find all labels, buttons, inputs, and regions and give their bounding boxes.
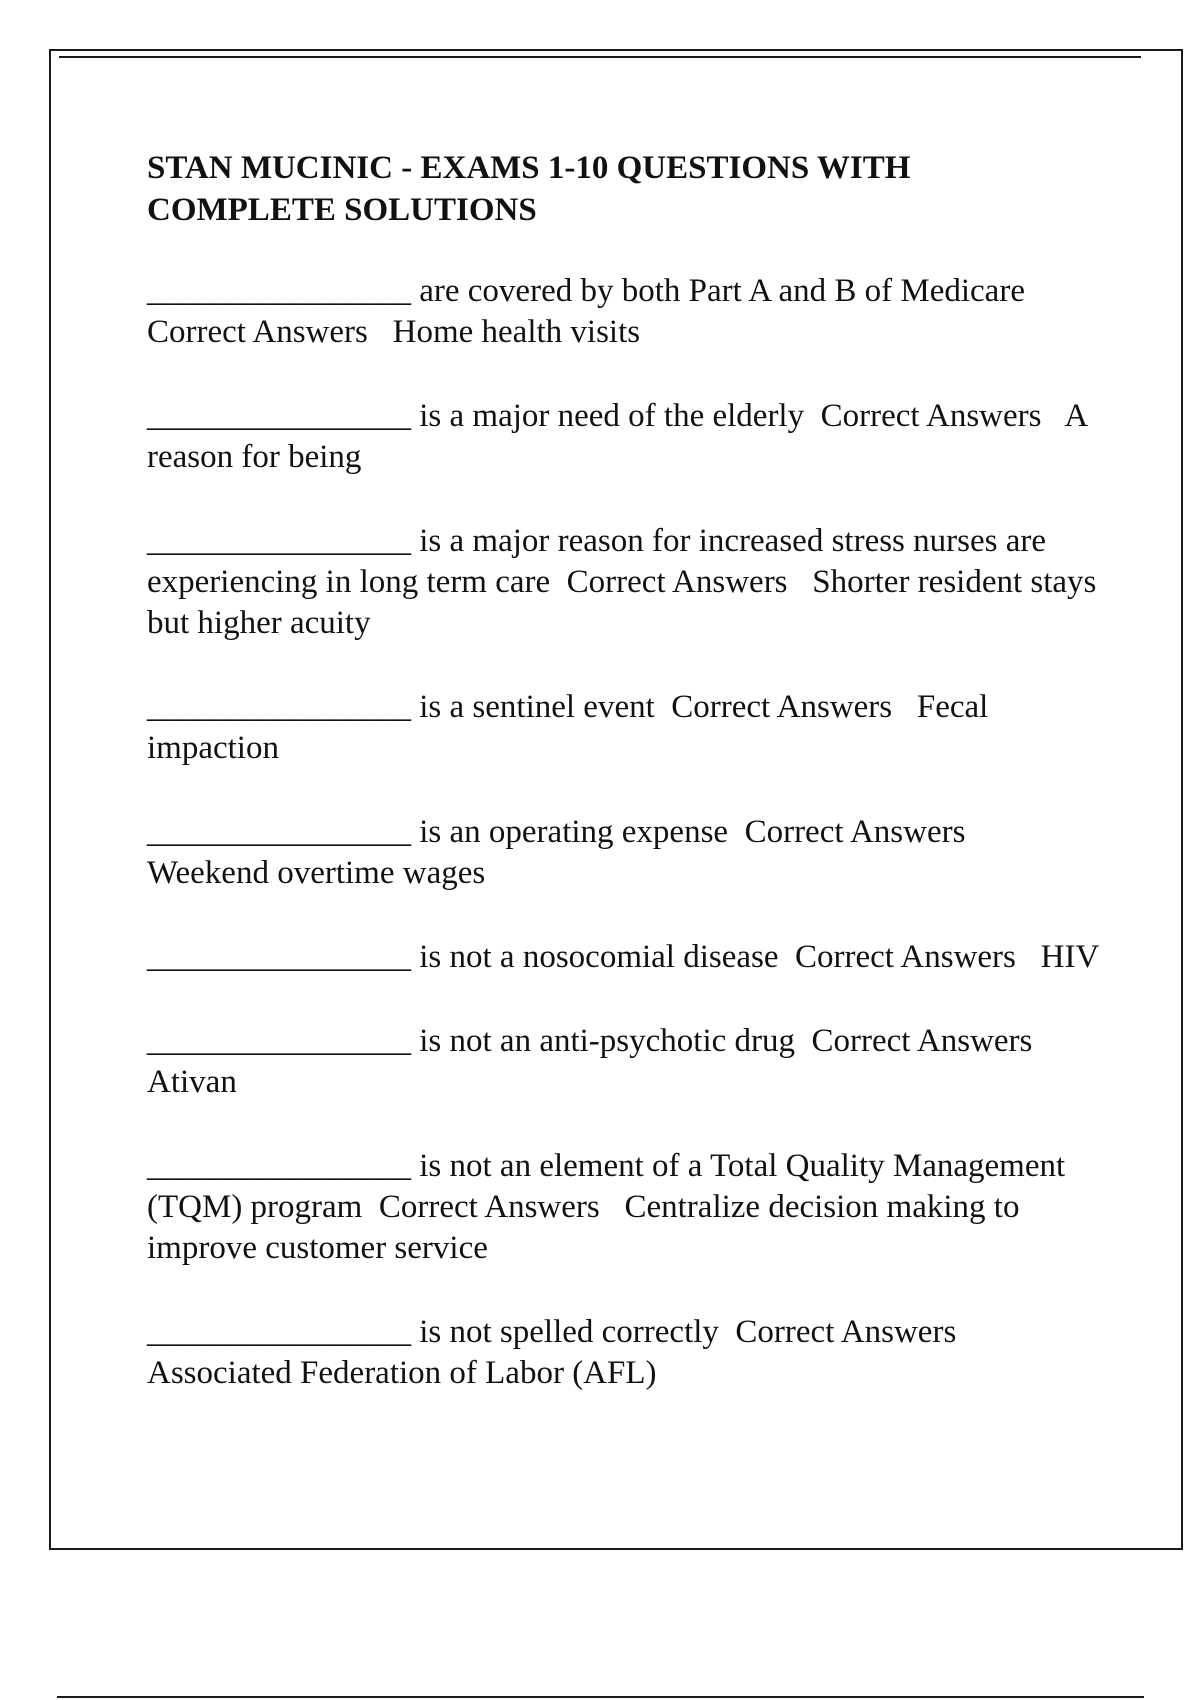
answer-blank: ________________ — [147, 1023, 411, 1059]
question-item — [147, 1021, 1107, 1103]
answer-text: Home health visits — [392, 314, 641, 350]
correct-answers-label: Correct Answers — [795, 939, 1016, 975]
question-item — [147, 1312, 1107, 1394]
correct-answers-label: Correct Answers — [735, 1314, 957, 1350]
question-text: is not a nosocomial disease — [419, 939, 779, 975]
top-divider — [59, 56, 1141, 58]
answer-text: Shorter resident stays but higher acuity — [147, 564, 1097, 641]
question-item — [147, 271, 1107, 353]
question-item — [147, 1146, 1107, 1269]
question-text: is not an anti-psychotic drug — [419, 1023, 796, 1059]
question-text: is a major need of the elderly — [419, 398, 805, 434]
answer-blank: ________________ — [147, 273, 411, 309]
question-text: is not spelled correctly — [419, 1314, 719, 1350]
answer-blank: ________________ — [147, 1314, 411, 1350]
question-item — [147, 812, 1107, 894]
correct-answers-label: Correct Answers — [378, 1189, 600, 1225]
question-item — [147, 521, 1107, 644]
correct-answers-label: Correct Answers — [147, 314, 368, 350]
question-text: are covered by both Part A and B of Medicare — [419, 273, 1025, 309]
correct-answers-label: Correct Answers — [811, 1023, 1033, 1059]
correct-answers-label: Correct Answers — [744, 814, 966, 850]
question-item — [147, 687, 1107, 769]
answer-blank: ________________ — [147, 523, 411, 559]
answer-text: Weekend overtime wages — [147, 855, 486, 891]
answer-blank: ________________ — [147, 689, 411, 725]
answer-text: Associated Federation of Labor (AFL) — [147, 1355, 657, 1391]
question-text: is a sentinel event — [419, 689, 655, 725]
answer-blank: ________________ — [147, 939, 411, 975]
correct-answers-label: Correct Answers — [566, 564, 788, 600]
answer-text: A reason for being — [147, 398, 1087, 475]
bottom-divider — [57, 1696, 1144, 1698]
page-frame — [49, 49, 1183, 1550]
question-text: is not an element of a Total Quality Management (TQM) program — [147, 1148, 1066, 1225]
answer-text: HIV — [1040, 939, 1100, 975]
answer-blank: ________________ — [147, 398, 411, 434]
question-item — [147, 396, 1107, 478]
question-list — [147, 271, 1107, 1394]
correct-answers-label: Correct Answers — [820, 398, 1042, 434]
question-text: is an operating expense — [419, 814, 729, 850]
answer-blank: ________________ — [147, 814, 411, 850]
document-title: STAN MUCINIC - EXAMS 1-10 QUESTIONS WITH COMPLETE SOLUTIONS — [147, 150, 911, 228]
answer-text: Centralize decision making to improve customer service — [147, 1189, 1020, 1266]
correct-answers-label: Correct Answers — [671, 689, 893, 725]
answer-text: Ativan — [147, 1064, 237, 1100]
question-text: is a major reason for increased stress nurses are experiencing in long term care — [147, 523, 1047, 600]
answer-blank: ________________ — [147, 1148, 411, 1184]
answer-text: Fecal impaction — [147, 689, 989, 766]
question-item — [147, 937, 1107, 978]
document-body — [147, 147, 1107, 1437]
